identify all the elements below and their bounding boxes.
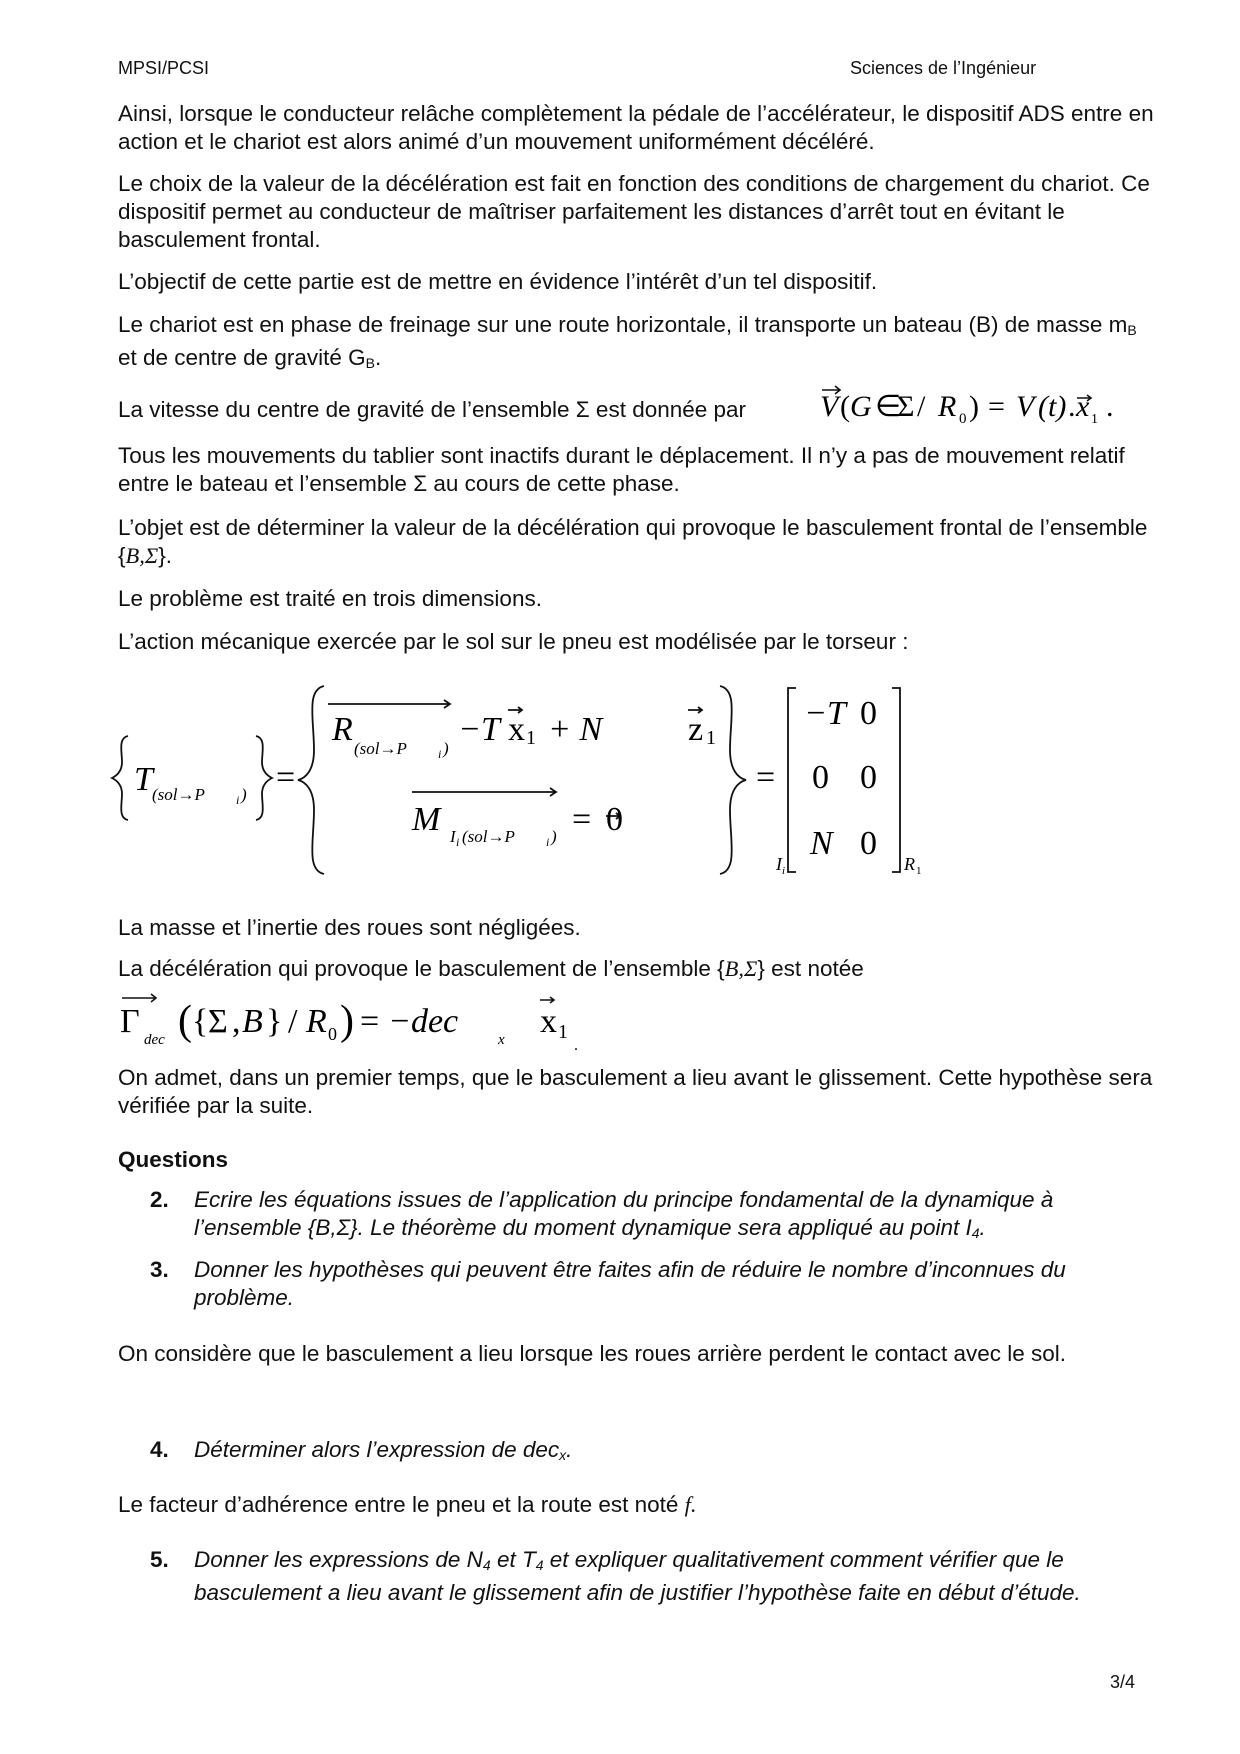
paragraph-torseur-intro: L’action mécanique exercée par le sol sur le pneu est modélisée par le torseur : bbox=[118, 629, 909, 654]
questions-heading: Questions bbox=[118, 1147, 229, 1172]
svg-text:): ) bbox=[443, 739, 449, 758]
svg-text:/: / bbox=[917, 390, 926, 423]
svg-text:1: 1 bbox=[558, 1021, 568, 1043]
svg-text:0: 0 bbox=[812, 759, 829, 796]
svg-text:0: 0 bbox=[959, 411, 967, 427]
question-4: 4. Déterminer alors l’expression de dec$_x$. bbox=[150, 1437, 573, 1463]
question-5: 5. Donner les expressions de $N_4$ et $T_4$ et expliquer qualitativement comment vérifier que le basculement a lieu avant le glissement afin de justifier l’hypothèse faite en début d’étude. bbox=[150, 1547, 1081, 1605]
svg-text:0: 0 bbox=[860, 759, 877, 796]
svg-text:∈: ∈ bbox=[875, 390, 902, 423]
svg-text:−dec: −dec bbox=[388, 1003, 459, 1040]
svg-text:=: = bbox=[988, 390, 1005, 423]
svg-text:i: i bbox=[546, 835, 550, 849]
svg-text:T: T bbox=[134, 761, 153, 798]
svg-text:0: 0 bbox=[328, 1024, 337, 1044]
svg-text:): ) bbox=[241, 785, 247, 804]
svg-text:I: I bbox=[450, 827, 456, 846]
svg-text:R: R bbox=[306, 1003, 327, 1040]
svg-text:G: G bbox=[850, 390, 872, 423]
svg-text:i: i bbox=[438, 747, 442, 761]
paragraph-hypothesis: On admet, dans un premier temps, que le basculement a lieu avant le glissement. Cette hypothèse sera vérifiée par la suite. bbox=[118, 1065, 1153, 1118]
paragraph-objective: L’objectif de cette partie est de mettre en évidence l’intérêt d’un tel dispositif. bbox=[118, 269, 878, 294]
svg-text:.: . bbox=[574, 1037, 578, 1054]
svg-text:Σ: Σ bbox=[897, 390, 915, 423]
svg-text:,: , bbox=[232, 1003, 241, 1040]
svg-text:=: = bbox=[276, 759, 296, 796]
svg-text:0: 0 bbox=[606, 801, 623, 838]
svg-text:M: M bbox=[412, 801, 441, 838]
page-number: 3/4 bbox=[1110, 1672, 1136, 1692]
svg-text:(sol→P: (sol→P bbox=[354, 739, 407, 758]
svg-text:0: 0 bbox=[860, 825, 877, 862]
svg-text:{: { bbox=[192, 1003, 209, 1040]
paragraph-adherence: Le facteur d’adhérence entre le pneu et la route est noté f. bbox=[118, 1492, 697, 1517]
svg-text:(: ( bbox=[178, 998, 192, 1044]
svg-text:1: 1 bbox=[706, 727, 716, 749]
svg-text:Γ: Γ bbox=[120, 1003, 140, 1040]
header-left: MPSI/PCSI bbox=[118, 58, 210, 78]
svg-text:0: 0 bbox=[860, 695, 877, 732]
paragraph-gamma-intro: La décélération qui provoque le basculement de l’ensemble {B,Σ} est notée bbox=[118, 956, 864, 981]
svg-text:.: . bbox=[1106, 390, 1114, 423]
svg-text:−T: −T bbox=[804, 695, 846, 732]
svg-text:.: . bbox=[1068, 390, 1076, 423]
svg-text:1: 1 bbox=[526, 727, 536, 749]
svg-text:V: V bbox=[1016, 390, 1035, 423]
svg-text:R: R bbox=[904, 854, 915, 874]
svg-text:B: B bbox=[242, 1003, 263, 1040]
paragraph-deceleration-choice: Le choix de la valeur de la décélération est fait en fonction des conditions de chargement du chariot. Ce dispositif permet au conducteur de maîtriser parfaitement les distances d’arrêt tout en évitant le basculement frontal. bbox=[118, 171, 1150, 252]
paragraph-tipping: On considère que le basculement a lieu lorsque les roues arrière perdent le contact avec le sol. bbox=[118, 1341, 1067, 1366]
svg-text:1: 1 bbox=[1091, 412, 1098, 427]
svg-text:i: i bbox=[782, 865, 786, 877]
svg-text:N: N bbox=[810, 825, 833, 862]
svg-text:=: = bbox=[360, 1003, 380, 1040]
paragraph-velocity: La vitesse du centre de gravité de l’ensemble Σ est donnée par bbox=[118, 397, 747, 422]
header-right: Sciences de l’Ingénieur bbox=[850, 58, 1037, 78]
paragraph-mass: La masse et l’inertie des roues sont négligées. bbox=[118, 915, 581, 940]
svg-text:I: I bbox=[776, 854, 782, 874]
svg-text:x: x bbox=[498, 1032, 505, 1048]
svg-text:(t): (t) bbox=[1038, 390, 1067, 423]
svg-text:−T: −T bbox=[458, 711, 500, 748]
paragraph-3d: Le problème est traité en trois dimensions. bbox=[118, 586, 542, 611]
question-2: 2. Ecrire les équations issues de l’application du principe fondamental de la dynamique à l’ensemble {B,Σ}. Le théorème du moment dynamique sera appliqué au point $I_4$. bbox=[150, 1187, 1054, 1241]
paragraph-braking: Le chariot est en phase de freinage sur une route horizontale, il transporte un bateau (B) de masse $m_B$ et de centre de gravité $G_B$. bbox=[118, 312, 1137, 371]
svg-text:z: z bbox=[688, 711, 704, 748]
svg-text:R: R bbox=[332, 711, 353, 748]
svg-text:=: = bbox=[756, 759, 776, 796]
paragraph-ads: Ainsi, lorsque le conducteur relâche complètement la pédale de l’accélérateur, le dispositif ADS entre en action et le chariot est alors animé d’un mouvement uniformément décéléré. bbox=[118, 101, 1154, 154]
svg-text:x: x bbox=[508, 711, 525, 748]
velocity-equation bbox=[816, 378, 1136, 438]
svg-text:): ) bbox=[340, 998, 354, 1044]
svg-text:(: ( bbox=[840, 390, 850, 423]
svg-text:Σ: Σ bbox=[208, 1003, 228, 1040]
svg-text:): ) bbox=[551, 827, 557, 846]
question-3: 3. Donner les hypothèses qui peuvent être faites afin de réduire le nombre d’inconnues du problème. bbox=[150, 1257, 1066, 1310]
svg-text:i: i bbox=[456, 835, 460, 849]
svg-text:): ) bbox=[969, 390, 979, 423]
svg-text:x: x bbox=[540, 1003, 557, 1040]
paragraph-movements: Tous les mouvements du tablier sont inactifs durant le déplacement. Il n’y a pas de mouvement relatif entre le bateau et l’ensemble Σ au cours de cette phase. bbox=[118, 443, 1125, 496]
svg-text:/: / bbox=[288, 1003, 298, 1040]
svg-text:1: 1 bbox=[916, 865, 922, 877]
svg-text:x: x bbox=[1076, 390, 1090, 423]
torseur-equation bbox=[110, 680, 1010, 880]
svg-text:(sol→P: (sol→P bbox=[152, 785, 205, 804]
paragraph-object: L’objet est de déterminer la valeur de la décélération qui provoque le basculement frontal de l’ensemble {B,Σ}. bbox=[118, 515, 1148, 568]
svg-text:+ N: + N bbox=[548, 711, 603, 748]
svg-text:dec: dec bbox=[144, 1032, 165, 1048]
svg-text:=: = bbox=[572, 801, 592, 838]
svg-text:i: i bbox=[236, 793, 240, 807]
svg-text:V: V bbox=[820, 390, 839, 423]
svg-text:(sol→P: (sol→P bbox=[462, 827, 515, 846]
svg-text:R: R bbox=[938, 390, 957, 423]
gamma-equation bbox=[116, 990, 596, 1060]
svg-text:}: } bbox=[266, 1003, 283, 1040]
